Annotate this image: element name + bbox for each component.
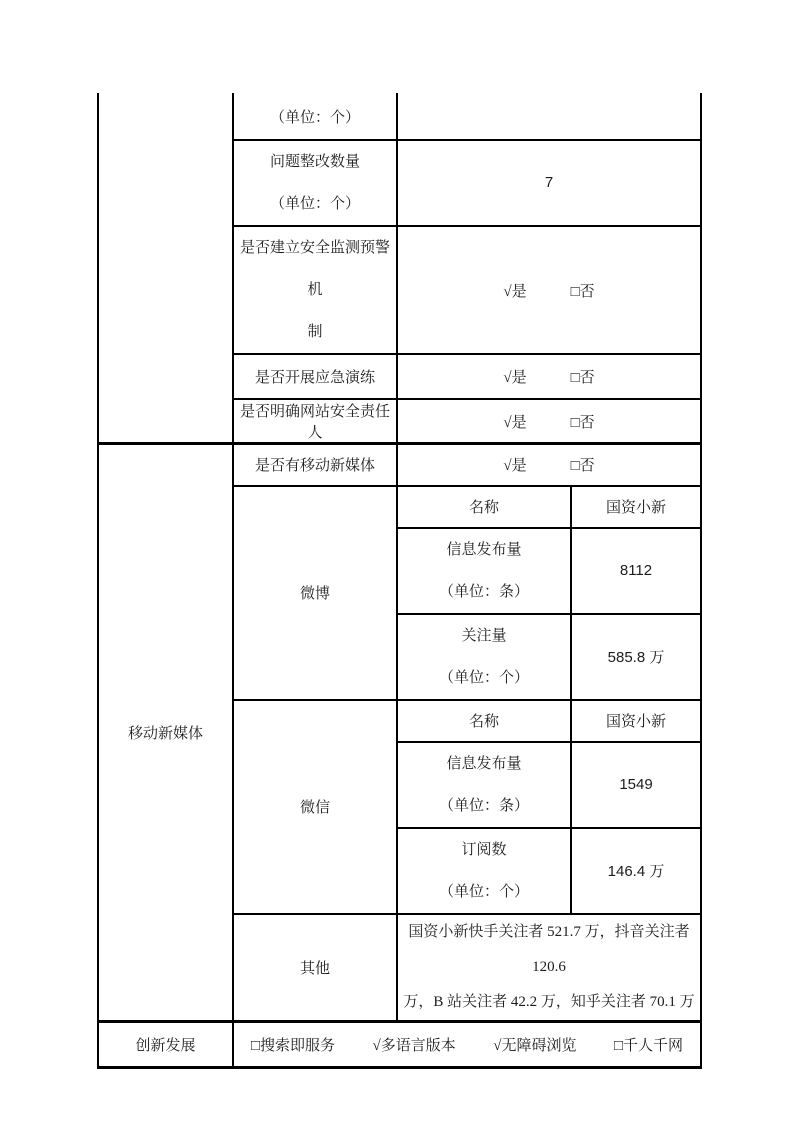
unit-partial-label: （单位：个） [269,109,360,126]
weibo-posts-label-line2: （单位：条） [438,583,529,600]
unchecked-no-box: □否 [570,370,595,386]
option-accessibility: √无障碍浏览 [493,1037,577,1054]
option-search-service: □搜索即服务 [251,1037,336,1054]
checked-yes-mark: √是 [503,414,527,431]
weibo-posts-label-cell [397,528,571,614]
responsible-label: 是否明确网站安全责任人 [239,404,390,441]
wechat-posts-label-line2: （单位：条） [438,797,529,814]
monitor-value-cell [397,226,701,354]
other-value-cell [397,914,701,1022]
weibo-followers-label-line1: 关注量 [461,627,507,644]
rectified-label-line1: 问题整改数量 [269,154,360,170]
unit-partial-value-cell [397,93,701,140]
wechat-posts-value: 1549 [619,775,653,793]
wechat-label-cell [233,700,397,914]
weibo-name-value-cell [571,486,701,528]
weibo-followers-value-cell [571,614,701,700]
wechat-subs-value-cell [571,828,701,914]
other-label-cell [233,914,397,1022]
report-table [97,93,702,1069]
section1-label-cell [98,93,233,444]
section3-label-cell [98,1021,233,1067]
weibo-followers-value: 585.8 万 [607,649,665,666]
weibo-followers-label-cell [397,614,571,700]
rectified-label-line2: （单位：个） [269,196,360,212]
drill-value-cell [397,354,701,399]
unchecked-no-box: □否 [570,414,595,431]
responsible-label-cell [233,399,397,444]
wechat-subs-label-cell [397,828,571,914]
unchecked-no-box: □否 [570,458,595,475]
checked-yes-mark: √是 [503,370,527,386]
drill-label-cell [233,354,397,399]
wechat-label: 微信 [299,800,330,816]
rectified-value: 7 [544,174,554,191]
checked-yes-mark: √是 [503,283,527,300]
unchecked-no-box: □否 [570,283,595,300]
weibo-label: 微博 [299,586,330,602]
other-label: 其他 [299,960,330,977]
has-mobile-value-cell [397,444,701,486]
monitor-label-line2: 制 [307,324,323,340]
unit-partial-label-cell [233,93,397,140]
wechat-posts-value-cell [571,742,701,828]
innovation-options-cell [233,1021,701,1067]
weibo-followers-label-line2: （单位：个） [438,669,529,686]
responsible-value-cell [397,399,701,444]
weibo-posts-value-cell [571,528,701,614]
has-mobile-label-cell [233,444,397,486]
has-mobile-label: 是否有移动新媒体 [254,458,375,475]
option-multi-language: √多语言版本 [372,1037,456,1054]
monitor-label-cell [233,226,397,354]
rectified-label-cell [233,140,397,226]
table-row [98,1021,701,1067]
wechat-name-label-cell [397,700,571,742]
other-value-line2: 万，B 站关注者 42.2 万，知乎关注者 70.1 万 [403,993,695,1010]
weibo-name-label: 名称 [468,500,499,516]
section2-label-cell [98,444,233,1022]
weibo-name-label-cell [397,486,571,528]
table-row [98,444,701,486]
drill-label: 是否开展应急演练 [254,370,375,386]
section3-label: 创新发展 [135,1037,196,1054]
other-value-line1: 国资小新快手关注者 521.7 万，抖音关注者 120.6 [408,923,690,975]
wechat-subs-label-line2: （单位：个） [438,883,529,900]
rectified-value-cell [397,140,701,226]
option-thousand-nets: □千人千网 [613,1037,683,1054]
monitor-label-line1: 是否建立安全监测预警机 [239,240,390,298]
wechat-name-value: 国资小新 [605,714,666,730]
wechat-subs-value: 146.4 万 [607,863,665,880]
wechat-name-label: 名称 [468,714,499,730]
weibo-name-value: 国资小新 [605,500,666,516]
wechat-posts-label-cell [397,742,571,828]
table-row [98,93,701,140]
weibo-posts-label-line1: 信息发布量 [446,541,522,558]
weibo-posts-value: 8112 [619,561,653,579]
wechat-subs-label-line1: 订阅数 [461,841,507,858]
section2-label: 移动新媒体 [127,725,203,742]
wechat-posts-label-line1: 信息发布量 [446,755,522,772]
wechat-name-value-cell [571,700,701,742]
checked-yes-mark: √是 [503,458,527,475]
weibo-label-cell [233,486,397,700]
